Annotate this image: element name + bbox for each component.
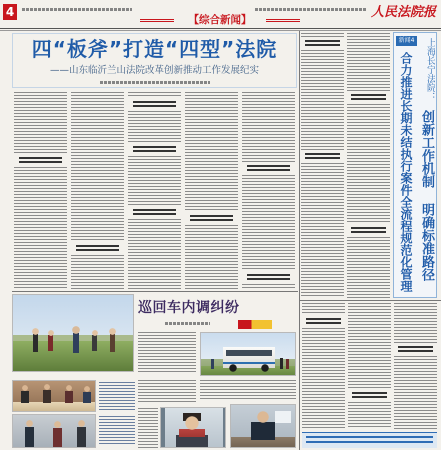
photo-judge-at-counter: [230, 404, 296, 448]
photo-article-text-1: [138, 332, 196, 374]
photo-article-headline: 巡回车内调纠纷: [138, 300, 240, 316]
column-divider: [299, 31, 300, 450]
side-article-column-2: [347, 33, 390, 298]
photo-news-badge: [238, 320, 272, 329]
body-text: [301, 50, 344, 150]
body-text: [347, 104, 390, 224]
body-text: [14, 92, 67, 154]
section-subheading: [133, 146, 175, 153]
photo-circuit-bus: [200, 332, 296, 376]
body-text: [71, 255, 124, 289]
body-text: [394, 303, 437, 343]
section-divider-right: [300, 300, 441, 301]
body-text: [138, 380, 196, 404]
side-article-tag: 新闻4: [396, 36, 417, 46]
main-byline: [100, 81, 210, 84]
section-subheading: [19, 157, 61, 164]
section-label: 【综合新闻】: [188, 14, 252, 26]
section-subheading: [133, 209, 175, 216]
body-text: [200, 380, 296, 401]
section-rule-left: [140, 19, 174, 22]
side-article-headline-line-2: 合力推进长期未结执行案件全流程规范化管理: [399, 52, 413, 292]
side-article-column-3: [302, 303, 345, 429]
section-subheading: [133, 101, 175, 108]
header-dateline: [22, 8, 132, 11]
banner-heading-lines: [306, 436, 433, 445]
main-article-column-2: [71, 92, 124, 289]
main-article-column-5: [242, 92, 295, 289]
body-text: [14, 167, 67, 289]
body-text: [394, 356, 437, 429]
body-text: [71, 92, 124, 242]
photo-litigant-at-window: [160, 407, 226, 448]
body-text: [128, 92, 181, 98]
body-text: [128, 156, 181, 206]
side-article-column-4: [348, 303, 391, 429]
photo-article-text-3: [200, 380, 296, 401]
body-text: [347, 33, 390, 91]
body-text: [242, 284, 295, 289]
body-text: [242, 92, 295, 162]
body-text: [242, 175, 295, 271]
section-subheading: [305, 40, 339, 47]
section-subheading: [190, 215, 232, 222]
section-subheading: [76, 245, 118, 252]
photo-caption: [99, 416, 135, 446]
section-subheading: [352, 392, 386, 399]
photo-indoor-meeting: [12, 380, 96, 412]
photo-grassland-mediation: [12, 294, 134, 372]
section-subheading: [306, 318, 340, 325]
photo-caption: [99, 382, 135, 410]
body-text: [302, 303, 345, 315]
side-article-kicker: 上海长宁法院：: [425, 38, 435, 101]
section-subheading: [351, 227, 385, 234]
body-text: [128, 219, 181, 289]
body-text: [138, 408, 158, 448]
masthead-logo: 人民法院报: [371, 5, 437, 20]
page-number: 4: [3, 4, 17, 20]
header-editor-line: [255, 8, 367, 11]
photo-article-byline: [165, 322, 210, 325]
section-subheading: [247, 165, 289, 172]
masthead-rule: [0, 28, 441, 31]
side-article-headline-line-1: 创新工作机制 明确标准路径: [419, 110, 434, 281]
body-text: [185, 92, 238, 212]
body-text: [301, 33, 344, 37]
main-headline: 四“板斧”打造“四型”法院: [31, 37, 278, 61]
main-article-column-3: [128, 92, 181, 289]
photo-article-text-2: [138, 380, 196, 404]
photo-article-text-4: [138, 408, 158, 448]
body-text: [348, 402, 391, 429]
section-subheading: [305, 153, 339, 160]
body-text: [128, 111, 181, 143]
section-divider-left: [12, 291, 298, 292]
body-text: [301, 163, 344, 298]
side-article-column-5: [394, 303, 437, 429]
section-rule-right: [266, 19, 300, 22]
body-text: [348, 303, 391, 389]
bottom-blue-banner: [302, 432, 437, 448]
body-text: [302, 328, 345, 429]
section-subheading: [398, 346, 432, 353]
section-subheading: [247, 274, 289, 281]
section-subheading: [351, 94, 385, 101]
main-article-column-4: [185, 92, 238, 289]
body-text: [347, 237, 390, 298]
side-article-column-1: [301, 33, 344, 298]
photo-indoor-consultation: [12, 414, 96, 448]
body-text: [185, 225, 238, 289]
body-text: [138, 332, 196, 374]
main-article-column-1: [14, 92, 67, 289]
main-subheadline: ——山东临沂兰山法院改革创新推动工作发展纪实: [49, 65, 259, 76]
